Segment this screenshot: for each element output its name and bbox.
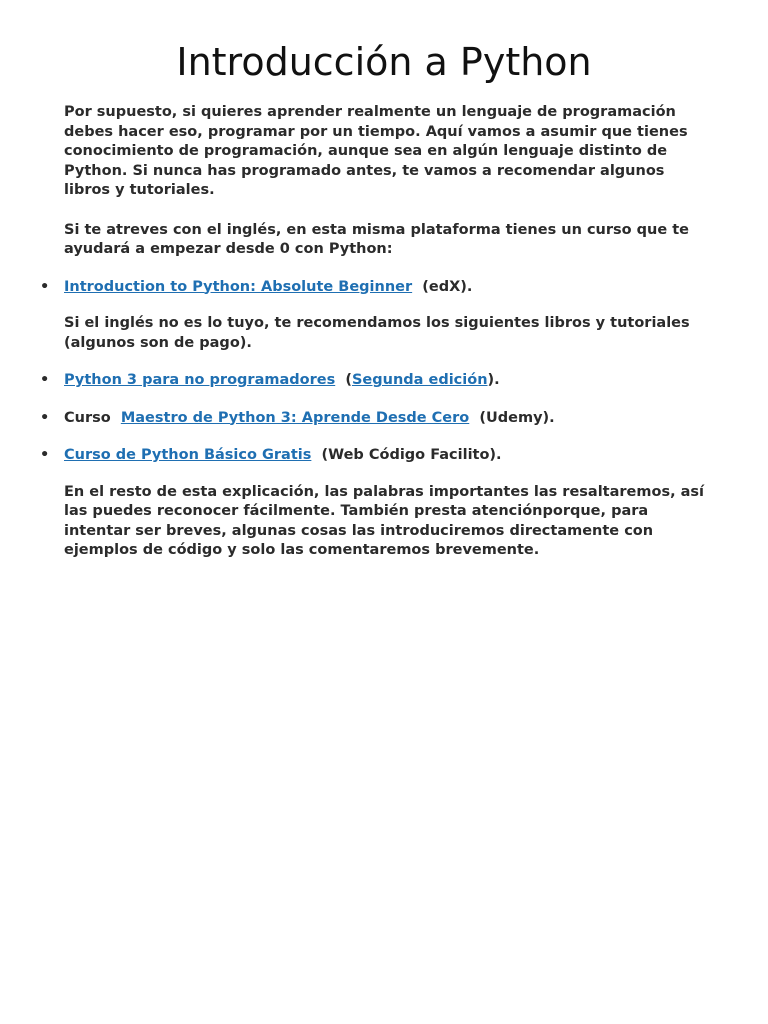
facilito-course-link[interactable]: Curso de Python Básico Gratis — [64, 447, 312, 463]
bullet-icon: • — [40, 409, 50, 426]
list-item-udemy-course — [40, 409, 714, 429]
spanish-resources-paragraph: Si el inglés no es lo tuyo, te recomendamos los siguientes libros y tutoriales (algunos son de pago). — [64, 315, 690, 351]
udemy-course-source: (Udemy). — [479, 409, 555, 426]
edx-course-source: (edX). — [422, 278, 473, 295]
list-item-edx-course — [40, 278, 714, 298]
facilito-course-source: (Web Código Facilito). — [321, 447, 502, 463]
list-item-facilito-course — [40, 446, 714, 466]
english-course-paragraph: Si te atreves con el inglés, en esta misma plataforma tienes un curso que te ayudará a empezar desde 0 con Python: — [64, 221, 690, 257]
bullet-icon: • — [40, 278, 50, 295]
second-edition-link[interactable]: Segunda edición — [351, 372, 488, 388]
document-body — [40, 103, 714, 561]
list-item-python3-book — [40, 371, 714, 391]
udemy-course-prefix: Curso — [64, 409, 111, 426]
bullet-icon: • — [40, 372, 50, 388]
bullet-icon: • — [40, 447, 50, 463]
open-paren: ( — [345, 372, 352, 388]
closing-paragraph: En el resto de esta explicación, las palabras importantes las resaltaremos, así las puedes reconocer fácilmente. También presta atenciónporque, para intentar ser breves, algunas cosas las introduciremos directamente con ejemplos de código y solo las comentaremos brevemente. — [64, 483, 705, 558]
intro-paragraph: Por supuesto, si quieres aprender realmente un lenguaje de programación debes hacer eso, programar por un tiempo. Aquí vamos a asumir que tienes conocimiento de programación, aunque sea en algún lenguaje distinto de Python. Si nunca has programado antes, te vamos a recomendar algunos libros y tutoriales. — [64, 104, 688, 198]
python3-book-link[interactable]: Python 3 para no programadores — [64, 372, 336, 388]
udemy-course-link[interactable]: Maestro de Python 3: Aprende Desde Cero — [120, 409, 470, 426]
page-title: Introducción a Python — [176, 40, 592, 84]
close-paren: ). — [487, 372, 500, 388]
edx-course-link[interactable]: Introduction to Python: Absolute Beginner — [64, 278, 413, 295]
